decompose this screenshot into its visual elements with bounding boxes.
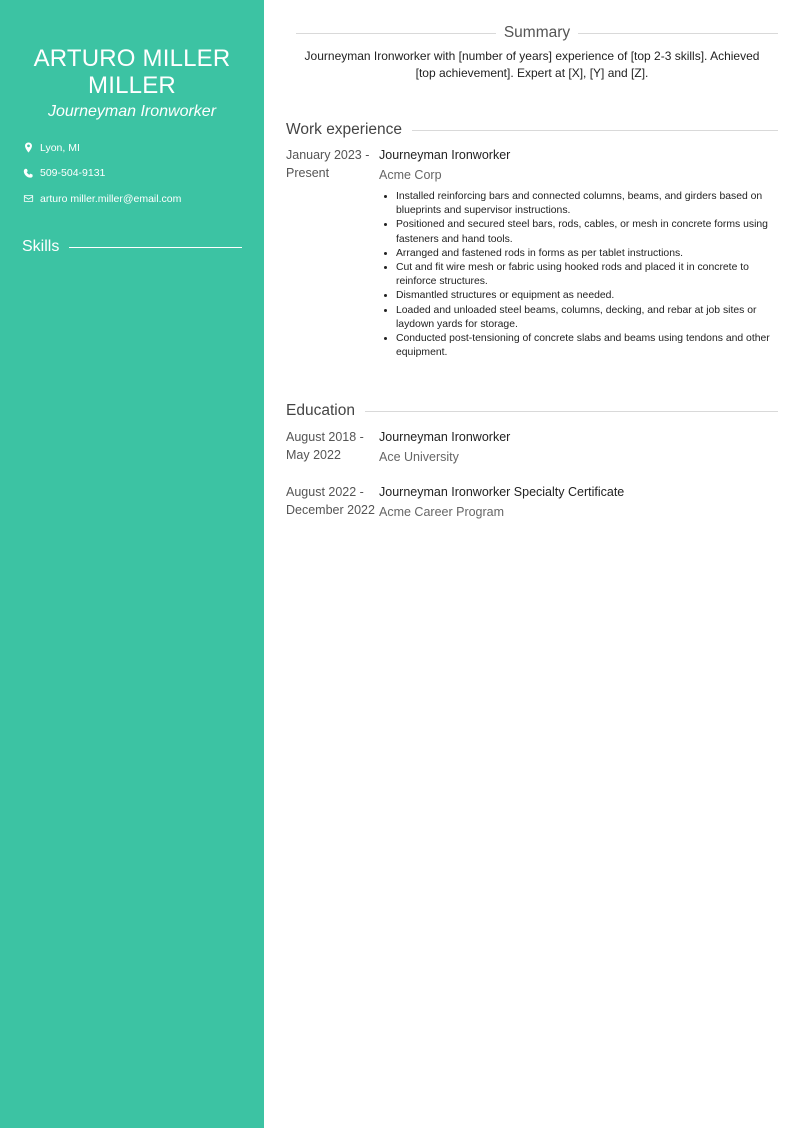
summary-heading-text: Summary <box>503 24 571 41</box>
main-content <box>264 0 800 1128</box>
education-details <box>379 483 779 522</box>
education-dates <box>286 483 378 519</box>
phone-icon <box>22 167 34 179</box>
list-item: • Dismantled structures or equipment as needed. <box>396 289 779 303</box>
education-dates <box>286 428 378 464</box>
location-pin-icon <box>22 142 34 154</box>
contact-location <box>22 135 252 161</box>
summary-divider-left <box>296 33 496 34</box>
list-item: • Installed reinforcing bars and connected columns, beams, and girders based on blueprints and supervisor instructions. <box>396 190 779 218</box>
education-date-start: August 2018 - <box>286 430 364 444</box>
education-heading <box>286 402 778 420</box>
envelope-icon <box>22 193 34 205</box>
skills-heading-text: Skills <box>22 238 60 255</box>
work-details <box>379 146 779 360</box>
education-date-start: August 2022 - <box>286 485 364 499</box>
list-item: • Loaded and unloaded steel beams, columns, decking, and rebar at job sites or laydown yards for storage. <box>396 304 779 332</box>
skills-heading <box>22 238 242 256</box>
summary-text: Journeyman Ironworker with [number of years] experience of [top 2-3 skills]. Achieved [top achievement]. Expert at [X], [Y] and [Z]. <box>304 49 760 80</box>
location-text: Lyon, MI <box>40 141 80 154</box>
education-date-end: May 2022 <box>286 448 341 462</box>
work-date-end: Present <box>286 166 330 180</box>
work-divider <box>412 130 778 131</box>
list-item: • Cut and fit wire mesh or fabric using hooked rods and placed it in concrete to reinforce structures. <box>396 261 779 289</box>
work-company: Acme Corp <box>379 168 442 182</box>
candidate-name <box>0 45 264 99</box>
phone-text: 509-504-9131 <box>40 167 106 180</box>
job-title: Journeyman Ironworker <box>47 103 217 120</box>
list-item: • Positioned and secured steel bars, rods, cables, or mesh in concrete forms using fasteners and hand tools. <box>396 218 779 246</box>
summary-divider-right <box>578 33 778 34</box>
skills-divider <box>69 247 242 248</box>
name-line-1: ARTURO MILLER <box>33 45 231 72</box>
work-heading <box>286 121 778 139</box>
contact-email <box>22 186 252 212</box>
email-text: arturo miller.miller@email.com <box>40 192 182 205</box>
education-school: Acme Career Program <box>379 505 505 519</box>
summary-heading <box>296 24 778 42</box>
list-item: • Arranged and fastened rods in forms as per tablet instructions. <box>396 247 779 261</box>
education-degree: Journeyman Ironworker Specialty Certificate <box>379 485 625 499</box>
education-heading-text: Education <box>286 402 355 419</box>
education-divider <box>365 411 778 412</box>
work-dates <box>286 146 378 182</box>
work-bullets <box>379 190 779 360</box>
contact-list <box>22 135 252 212</box>
work-heading-text: Work experience <box>286 121 403 138</box>
education-date-end: December 2022 <box>286 503 375 517</box>
education-details <box>379 428 779 467</box>
name-line-2: MILLER <box>88 72 176 99</box>
sidebar <box>0 0 264 1128</box>
work-date-start: January 2023 - <box>286 148 370 162</box>
list-item: • Conducted post-tensioning of concrete slabs and beams using tendons and other equipment. <box>396 332 779 360</box>
education-degree: Journeyman Ironworker <box>379 430 511 444</box>
contact-phone <box>22 161 252 187</box>
education-school: Ace University <box>379 450 459 464</box>
work-role: Journeyman Ironworker <box>379 148 511 162</box>
